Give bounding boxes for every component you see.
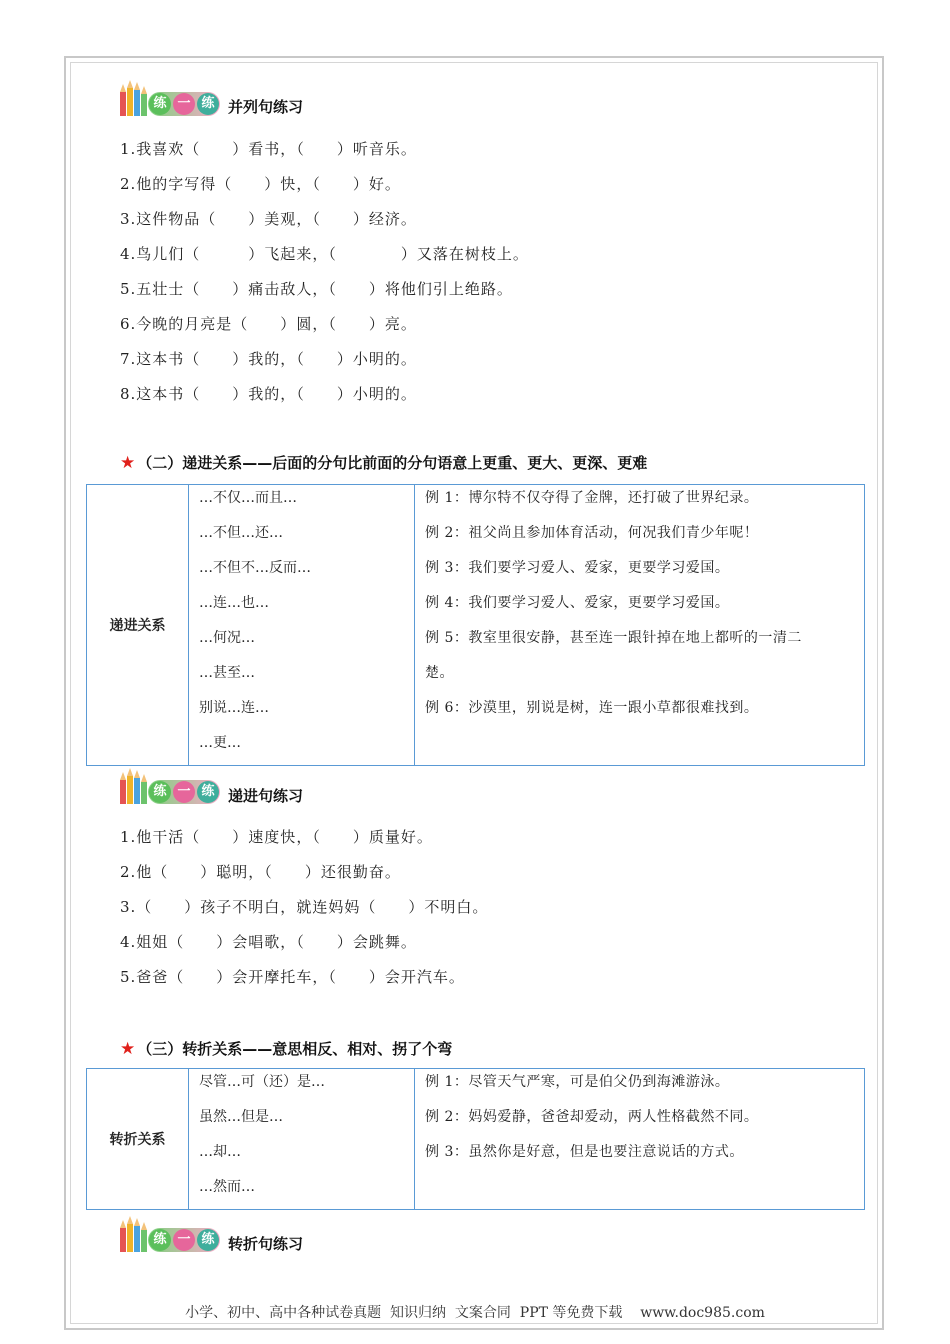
page-footer: 小学、初中、高中各种试卷真题 知识归纳 文案合同 PPT 等免费下载 www.doc985.com <box>185 1305 765 1321</box>
practice-logo <box>118 1216 222 1256</box>
practice-char-3: 练 <box>197 93 219 115</box>
parallel-practice-title: 并列句练习 <box>228 98 304 116</box>
practice-char-2: 一 <box>173 781 195 803</box>
progressive-heading <box>120 452 647 473</box>
progressive-examples <box>415 485 865 766</box>
pattern-item: …不但…还… <box>199 525 283 541</box>
star-icon: ★ <box>120 453 136 473</box>
example-item: 楚。 <box>425 665 454 681</box>
progressive-item-3: 3.（ ）孩子不明白，就连妈妈（ ）不明白。 <box>120 898 489 916</box>
adversative-practice-title: 转折句练习 <box>228 1235 304 1253</box>
practice-char-1: 练 <box>149 93 171 115</box>
pattern-item: …不仅…而且… <box>199 490 297 506</box>
example-item: 例 4：我们要学习爱人、爱家，更要学习爱国。 <box>425 595 730 611</box>
pattern-item: …不但不…反而… <box>199 560 311 576</box>
progressive-item-5: 5.爸爸（ ）会开摩托车，（ ）会开汽车。 <box>120 968 465 986</box>
example-item: 例 2：妈妈爱静，爸爸却爱动，两人性格截然不同。 <box>425 1109 759 1125</box>
pattern-item: …甚至… <box>199 665 255 681</box>
example-item: 例 1：博尔特不仅夺得了金牌，还打破了世界纪录。 <box>425 490 759 506</box>
parallel-item-6: 6.今晚的月亮是（ ）圆，（ ）亮。 <box>120 315 417 333</box>
parallel-item-8: 8.这本书（ ）我的，（ ）小明的。 <box>120 385 417 403</box>
progressive-label: 递进关系 <box>87 485 189 766</box>
progressive-practice-title: 递进句练习 <box>228 787 304 805</box>
parallel-item-7: 7.这本书（ ）我的，（ ）小明的。 <box>120 350 417 368</box>
adversative-label: 转折关系 <box>87 1069 189 1210</box>
adversative-table <box>86 1068 865 1210</box>
practice-char-2: 一 <box>173 93 195 115</box>
practice-pill <box>148 92 220 116</box>
progressive-table <box>86 484 865 766</box>
practice-pill <box>148 1228 220 1252</box>
pattern-item: …更… <box>199 735 241 751</box>
progressive-patterns <box>189 485 415 766</box>
pattern-item: 虽然…但是… <box>199 1109 283 1125</box>
example-item: 例 3：虽然你是好意，但是也要注意说话的方式。 <box>425 1144 744 1160</box>
progressive-item-1: 1.他干活（ ）速度快，（ ）质量好。 <box>120 828 433 846</box>
example-item: 例 5：教室里很安静，甚至连一跟针掉在地上都听的一清二 <box>425 630 802 646</box>
practice-char-1: 练 <box>149 781 171 803</box>
practice-logo <box>118 768 222 808</box>
progressive-item-2: 2.他（ ）聪明，（ ）还很勤奋。 <box>120 863 401 881</box>
example-item: 例 3：我们要学习爱人、爱家，更要学习爱国。 <box>425 560 730 576</box>
practice-logo <box>118 80 222 120</box>
pattern-item: …却… <box>199 1144 241 1160</box>
pattern-item: …然而… <box>199 1179 255 1195</box>
pattern-item: 别说…连… <box>199 700 269 716</box>
example-item: 例 6：沙漠里，别说是树，连一跟小草都很难找到。 <box>425 700 759 716</box>
pattern-item: …何况… <box>199 630 255 646</box>
practice-pill <box>148 780 220 804</box>
practice-char-3: 练 <box>197 1229 219 1251</box>
parallel-item-4: 4.鸟儿们（ ）飞起来，（ ）又落在树枝上。 <box>120 245 529 263</box>
practice-char-3: 练 <box>197 781 219 803</box>
pattern-item: 尽管…可（还）是… <box>199 1074 325 1090</box>
example-item: 例 2：祖父尚且参加体育活动，何况我们青少年呢！ <box>425 525 759 541</box>
parallel-item-1: 1.我喜欢（ ）看书，（ ）听音乐。 <box>120 140 417 158</box>
progressive-item-4: 4.姐姐（ ）会唱歌，（ ）会跳舞。 <box>120 933 417 951</box>
progressive-heading-text: （二）递进关系——后面的分句比前面的分句语意上更重、更大、更深、更难 <box>137 454 648 472</box>
adversative-patterns <box>189 1069 415 1210</box>
star-icon: ★ <box>120 1039 136 1059</box>
parallel-item-3: 3.这件物品（ ）美观，（ ）经济。 <box>120 210 417 228</box>
pattern-item: …连…也… <box>199 595 269 611</box>
parallel-item-2: 2.他的字写得（ ）快，（ ）好。 <box>120 175 401 193</box>
adversative-heading <box>120 1038 452 1059</box>
parallel-item-5: 5.五壮士（ ）痛击敌人，（ ）将他们引上绝路。 <box>120 280 513 298</box>
practice-char-1: 练 <box>149 1229 171 1251</box>
example-item: 例 1：尽管天气严寒，可是伯父仍到海滩游泳。 <box>425 1074 730 1090</box>
adversative-examples <box>415 1069 865 1210</box>
practice-char-2: 一 <box>173 1229 195 1251</box>
adversative-heading-text: （三）转折关系——意思相反、相对、拐了个弯 <box>137 1040 453 1058</box>
